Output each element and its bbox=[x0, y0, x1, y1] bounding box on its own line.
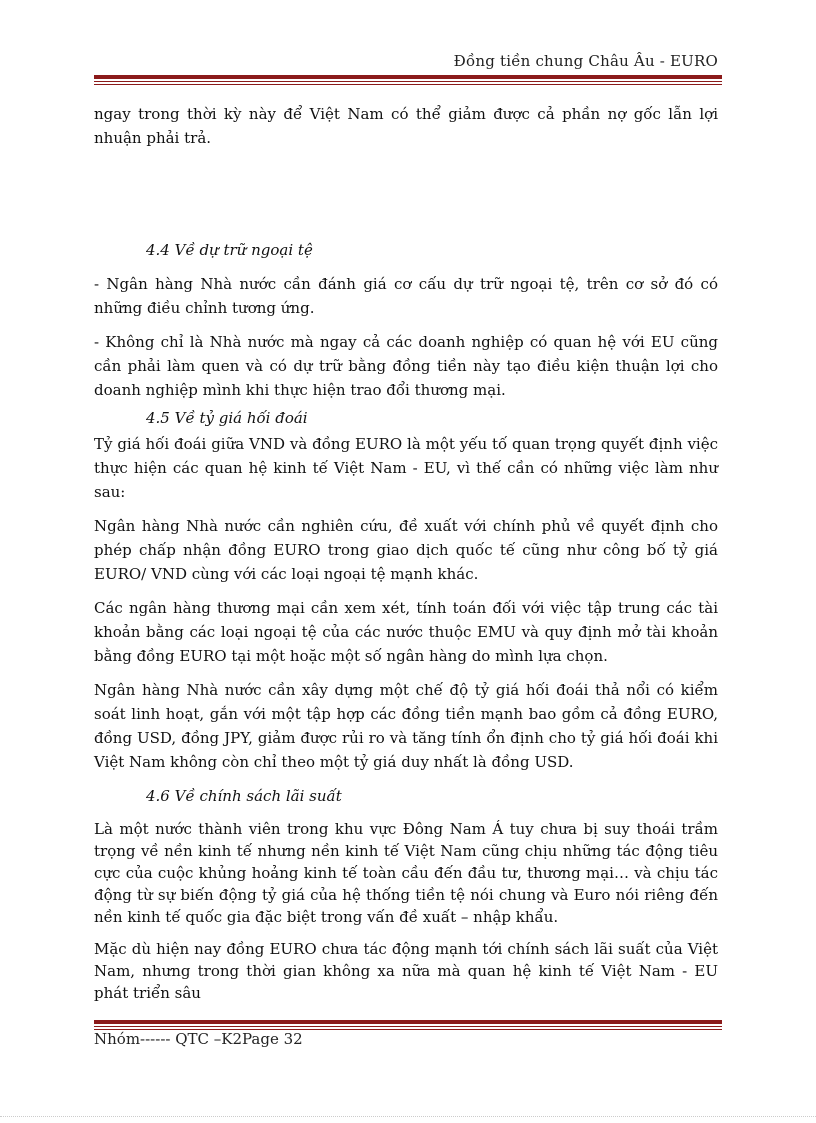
paragraph: Là một nước thành viên trong khu vực Đông Nam Á tuy chưa bị suy thoái trầm trọng về nền kinh tế nhưng nền kinh tế Việt Nam cũng chịu những tác động tiêu cực của cuộc khủng hoảng kinh tế toàn cầu đến đầu tư, thương mại… và chịu tác động từ sự biến động tỷ giá của hệ thống tiền tệ nói chung và Euro nói riêng đến nền kinh tế quốc gia đặc biệt trong vấn đề xuất – nhập khẩu. bbox=[94, 820, 718, 926]
paragraph: - Không chỉ là Nhà nước mà ngay cả các doanh nghiệp có quan hệ với EU cũng cần phải làm quen và có dự trữ bằng đồng tiền này tạo điều kiện thuận lợi cho doanh nghiệp mình khi thực hiện trao đổi thương mại. bbox=[94, 333, 718, 399]
paragraph: Mặc dù hiện nay đồng EURO chưa tác động mạnh tới chính sách lãi suất của Việt Nam, nhưng trong thời gian không xa nữa mà quan hệ kinh tế Việt Nam - EU phát triển sâu bbox=[94, 940, 718, 1002]
footer-rule bbox=[94, 1020, 722, 1030]
paragraph: Các ngân hàng thương mại cần xem xét, tính toán đối với việc tập trung các tài khoản bằng các loại ngoại tệ của các nước thuộc EMU và quy định mở tài khoản bằng đồng EURO tại một hoặc một số ngân hàng do mình lựa chọn. bbox=[94, 599, 718, 665]
section-heading-4-6: 4.6 Về chính sách lãi suất bbox=[146, 787, 342, 805]
paragraph: - Ngân hàng Nhà nước cần đánh giá cơ cấu dự trữ ngoại tệ, trên cơ sở đó có những điều chỉnh tương ứng. bbox=[94, 275, 718, 317]
page-footer: Nhóm------ QTC –K2Page 32 bbox=[94, 1030, 303, 1048]
page-bottom-border bbox=[0, 1116, 816, 1117]
header-rule bbox=[94, 75, 722, 85]
page-body bbox=[94, 102, 718, 1014]
paragraph: ngay trong thời kỳ này để Việt Nam có thể giảm được cả phần nợ gốc lẫn lợi nhuận phải trả. bbox=[94, 105, 718, 147]
section-heading-4-4: 4.4 Về dự trữ ngoại tệ bbox=[146, 241, 313, 259]
paragraph: Ngân hàng Nhà nước cần nghiên cứu, đề xuất với chính phủ về quyết định cho phép chấp nhận đồng EURO trong giao dịch quốc tế cũng như công bố tỷ giá EURO/ VND cùng với các loại ngoại tệ mạnh khác. bbox=[94, 517, 718, 583]
page-header-title: Đồng tiền chung Châu Âu - EURO bbox=[453, 52, 718, 70]
paragraph: Tỷ giá hối đoái giữa VND và đồng EURO là một yếu tố quan trọng quyết định việc thực hiện các quan hệ kinh tế Việt Nam - EU, vì thế cần có những việc làm như sau: bbox=[94, 435, 718, 501]
section-heading-4-5: 4.5 Về tỷ giá hối đoái bbox=[146, 409, 308, 427]
paragraph: Ngân hàng Nhà nước cần xây dựng một chế độ tỷ giá hối đoái thả nổi có kiểm soát linh hoạt, gắn với một tập hợp các đồng tiền mạnh bao gồm cả đồng EURO, đồng USD, đồng JPY, giảm được rủi ro và tăng tính ổn định cho tỷ giá hối đoái khi Việt Nam không còn chỉ theo một tỷ giá duy nhất là đồng USD. bbox=[94, 681, 718, 771]
